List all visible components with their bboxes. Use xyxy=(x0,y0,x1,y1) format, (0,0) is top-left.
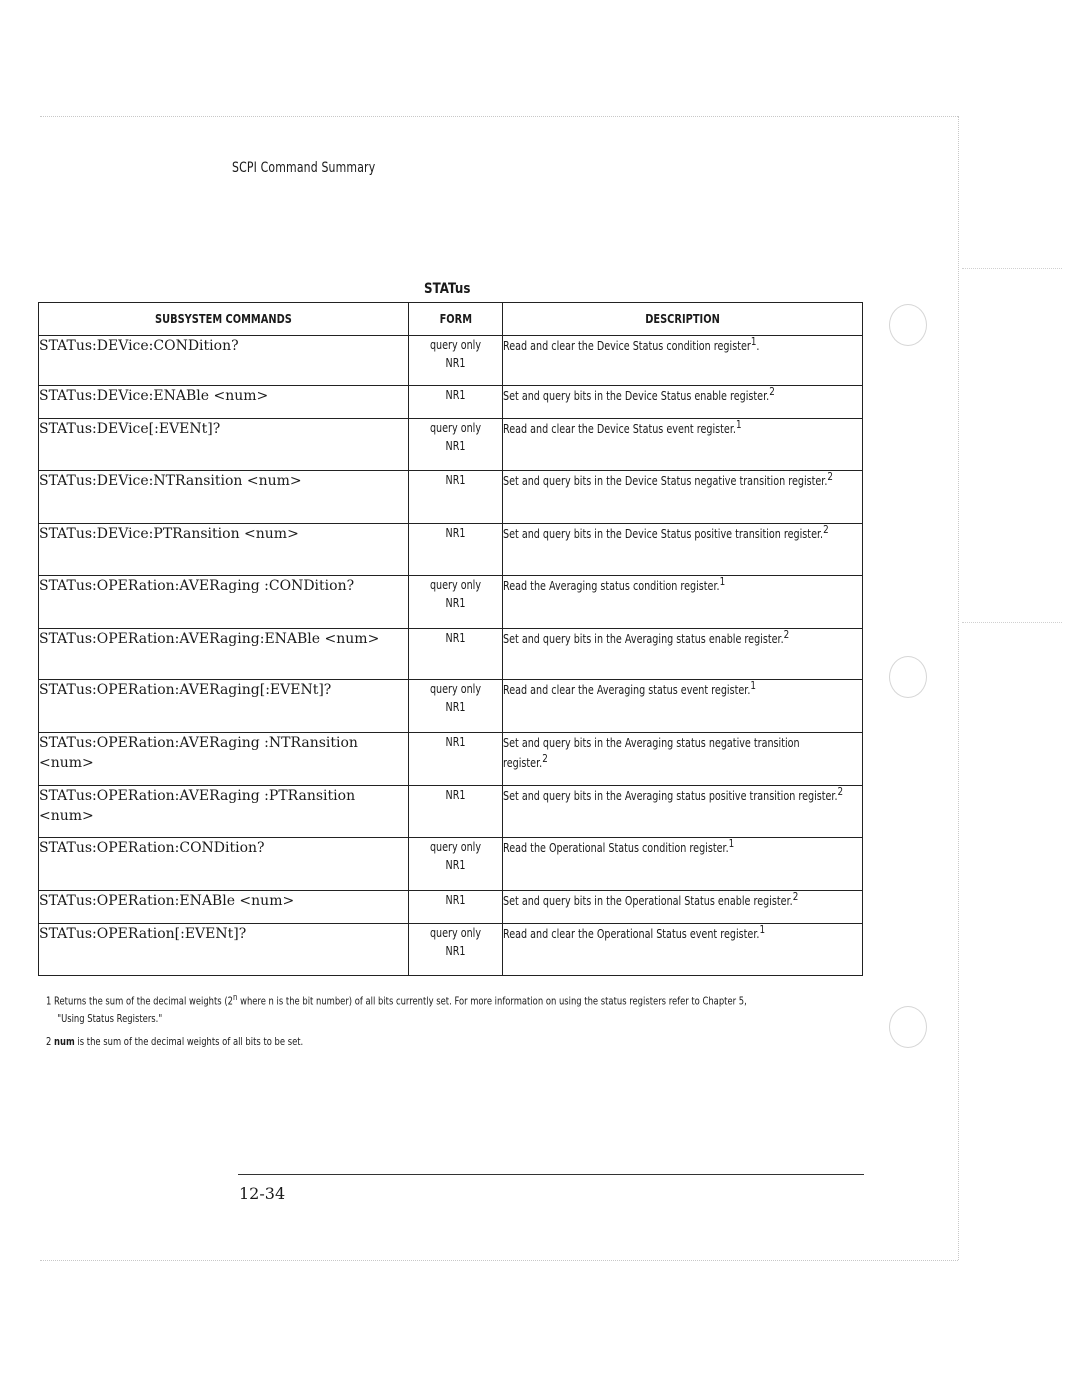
form-text: NR1 xyxy=(445,388,466,402)
tab-marker-rule xyxy=(962,268,1062,269)
form-text: query only xyxy=(429,926,482,940)
footnote-ref: 1 xyxy=(719,575,726,588)
form-cell xyxy=(409,336,503,386)
command-text: STATus:DEVice:NTRansition <num> xyxy=(39,473,302,489)
description-text: Read and clear the Averaging status event register. xyxy=(503,683,751,697)
description-text: Set and query bits in the Averaging status enable register. xyxy=(503,632,784,646)
footnote-ref: 2 xyxy=(792,890,799,903)
footnote-ref: 1 xyxy=(750,335,757,348)
footnote-ref: 2 xyxy=(769,385,775,398)
command-text: STATus:OPERation:AVERaging :PTRansition <num> xyxy=(39,788,356,824)
description-cell xyxy=(503,733,863,786)
footnote-ref: 1 xyxy=(728,837,735,850)
command-text: STATus:OPERation:AVERaging:ENABle <num> xyxy=(39,631,380,647)
command-cell xyxy=(39,924,409,976)
command-text: STATus:OPERation:AVERaging :CONDition? xyxy=(39,578,355,594)
form-text: NR1 xyxy=(445,526,466,540)
command-cell xyxy=(39,733,409,786)
table-row xyxy=(39,891,863,924)
form-cell xyxy=(409,733,503,786)
command-cell xyxy=(39,471,409,524)
command-text: STATus:OPERation:AVERaging[:EVENt]? xyxy=(39,682,332,698)
binder-hole xyxy=(889,1006,927,1048)
description-cell xyxy=(503,576,863,629)
table-row xyxy=(39,680,863,733)
command-cell xyxy=(39,336,409,386)
description-text: Read the Operational Status condition register. xyxy=(503,841,729,855)
form-cell xyxy=(409,838,503,891)
footnote-1: 1 Returns the sum of the decimal weights (2$^n$ where n is the bit number) of all bits currently set. For more information on using the status registers refer to Chapter 5, "Using Status Registers." xyxy=(46,993,747,1025)
description-cell xyxy=(503,786,863,838)
table-row xyxy=(39,471,863,524)
command-text: STATus:DEVice:PTRansition <num> xyxy=(39,526,299,542)
form-text-line2: NR1 xyxy=(445,356,466,370)
description-text: Set and query bits in the Device Status negative transition register. xyxy=(503,474,828,488)
description-cell xyxy=(503,680,863,733)
form-text-line2: NR1 xyxy=(445,944,466,958)
column-header-form: FORM xyxy=(409,303,503,336)
form-cell xyxy=(409,524,503,576)
column-header-description: DESCRIPTION xyxy=(503,303,863,336)
binder-hole xyxy=(889,656,927,698)
footnote-ref: 2 xyxy=(837,785,844,798)
table-row xyxy=(39,838,863,891)
page-edge-top xyxy=(40,116,958,117)
footnote-ref: 1 xyxy=(759,923,766,936)
form-text: query only xyxy=(429,578,482,592)
footnote-ref: 2 xyxy=(783,628,790,641)
command-cell xyxy=(39,838,409,891)
footnote-ref: 2 xyxy=(542,752,548,765)
description-tail: . xyxy=(756,339,760,353)
description-text: Set and query bits in the Operational Status enable register. xyxy=(503,894,793,908)
table-title: STATus xyxy=(424,281,471,297)
command-text: STATus:DEVice[:EVENt]? xyxy=(39,421,221,437)
description-cell xyxy=(503,891,863,924)
form-text-line2: NR1 xyxy=(445,700,466,714)
description-text: Set and query bits in the Device Status enable register. xyxy=(503,389,770,403)
form-text: NR1 xyxy=(445,473,466,487)
description-cell xyxy=(503,838,863,891)
form-cell xyxy=(409,786,503,838)
form-text-line2: NR1 xyxy=(445,596,466,610)
command-cell xyxy=(39,524,409,576)
command-text: STATus:OPERation:AVERaging :NTRansition <num> xyxy=(39,735,358,771)
command-cell xyxy=(39,576,409,629)
command-cell xyxy=(39,786,409,838)
table-row xyxy=(39,386,863,419)
form-cell xyxy=(409,386,503,419)
table-row xyxy=(39,786,863,838)
footnote-ref: 2 xyxy=(823,523,829,536)
form-text: query only xyxy=(429,421,482,435)
form-text: query only xyxy=(429,840,482,854)
tab-marker-rule xyxy=(962,622,1062,623)
description-text: Read and clear the Operational Status event register. xyxy=(503,927,760,941)
command-text: STATus:DEVice:ENABle <num> xyxy=(39,388,269,404)
page-edge-bottom xyxy=(40,1260,958,1261)
description-text: Read and clear the Device Status condition register xyxy=(503,339,751,353)
footnote-ref: 1 xyxy=(735,418,742,431)
command-cell xyxy=(39,680,409,733)
form-text-line2: NR1 xyxy=(445,858,466,872)
table-row xyxy=(39,336,863,386)
command-text: STATus:OPERation:CONDition? xyxy=(39,840,265,856)
table-row xyxy=(39,576,863,629)
form-cell xyxy=(409,924,503,976)
form-cell xyxy=(409,419,503,471)
binder-hole xyxy=(889,304,927,346)
command-cell xyxy=(39,419,409,471)
table-row xyxy=(39,924,863,976)
footer-rule xyxy=(238,1174,864,1175)
command-text: STATus:OPERation[:EVENt]? xyxy=(39,926,247,942)
table-row xyxy=(39,419,863,471)
form-text: NR1 xyxy=(445,631,466,645)
description-cell xyxy=(503,924,863,976)
command-cell xyxy=(39,891,409,924)
command-text: STATus:OPERation:ENABle <num> xyxy=(39,893,295,909)
table-row xyxy=(39,524,863,576)
description-text: Set and query bits in the Averaging status negative transition register. xyxy=(503,736,800,770)
command-table xyxy=(38,302,863,976)
description-cell xyxy=(503,629,863,680)
description-cell xyxy=(503,419,863,471)
description-cell xyxy=(503,386,863,419)
table-row xyxy=(39,629,863,680)
description-cell xyxy=(503,471,863,524)
table-row xyxy=(39,733,863,786)
form-text: query only xyxy=(429,338,482,352)
form-cell xyxy=(409,891,503,924)
form-cell xyxy=(409,471,503,524)
description-text: Read and clear the Device Status event register. xyxy=(503,422,736,436)
table-header-row xyxy=(39,303,863,336)
description-text: Set and query bits in the Averaging status positive transition register. xyxy=(503,789,838,803)
column-header-commands: SUBSYSTEM COMMANDS xyxy=(39,303,409,336)
running-header: SCPI Command Summary xyxy=(232,160,376,176)
command-cell xyxy=(39,629,409,680)
footnote-2: 2 num is the sum of the decimal weights of all bits to be set. xyxy=(46,1035,304,1048)
description-text: Read the Averaging status condition register. xyxy=(503,579,720,593)
form-cell xyxy=(409,576,503,629)
command-cell xyxy=(39,386,409,419)
footnote-ref: 2 xyxy=(827,470,834,483)
form-text-line2: NR1 xyxy=(445,439,466,453)
description-cell xyxy=(503,336,863,386)
footnotes xyxy=(46,990,866,1057)
form-text: query only xyxy=(429,682,482,696)
footnote-ref: 1 xyxy=(750,679,756,692)
form-cell xyxy=(409,680,503,733)
page-number: 12-34 xyxy=(239,1184,286,1203)
page-edge-right xyxy=(958,116,959,1260)
description-cell xyxy=(503,524,863,576)
form-text: NR1 xyxy=(445,893,466,907)
form-cell xyxy=(409,629,503,680)
form-text: NR1 xyxy=(445,735,466,749)
form-text: NR1 xyxy=(445,788,466,802)
description-text: Set and query bits in the Device Status positive transition register. xyxy=(503,527,824,541)
command-text: STATus:DEVice:CONDition? xyxy=(39,338,239,354)
